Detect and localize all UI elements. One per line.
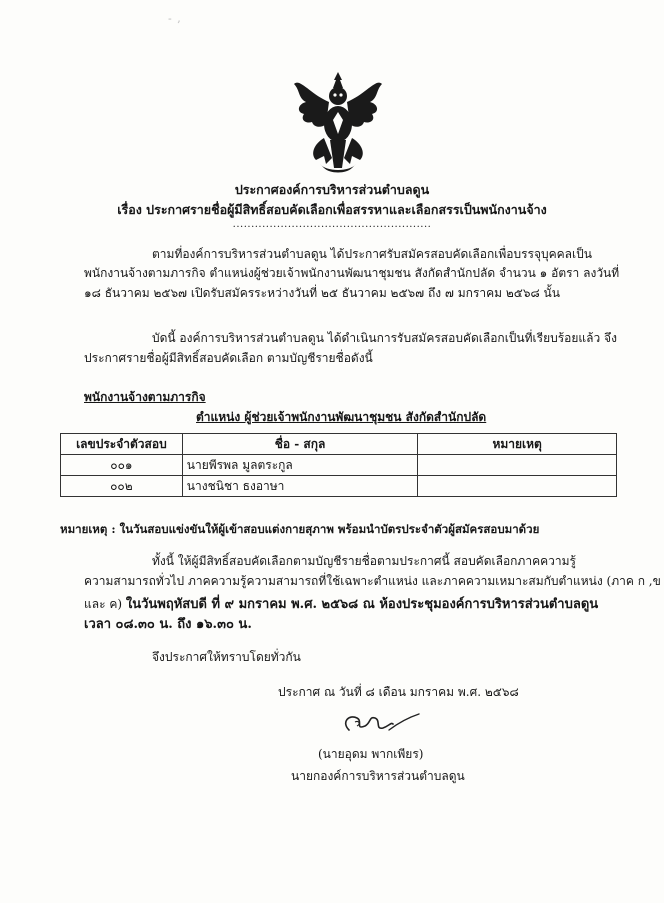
closing-line: จึงประกาศให้ทราบโดยทั่วกัน: [152, 650, 301, 664]
document-title: ประกาศองค์การบริหารส่วนตำบลดูน: [234, 182, 430, 197]
table-row: [61, 455, 617, 476]
name-cell: นางชนิชา ธงอาษา: [182, 476, 418, 497]
announce-date: ประกาศ ณ วันที่ ๘ เดือน มกราคม พ.ศ. ๒๕๖๘: [278, 685, 519, 699]
para2-line2: ประกาศรายชื่อผู้มีสิทธิ์สอบคัดเลือก ตามบัญชีรายชื่อดังนี้: [84, 351, 373, 365]
para3-line3-plain: และ ค): [84, 597, 126, 611]
table-row: [61, 476, 617, 497]
para1-line2: พนักงานจ้างตามภารกิจ ตำแหน่งผู้ช่วยเจ้าพนักงานพัฒนาชุมชน สังกัดสำนักปลัด จำนวน ๑ อัตรา ลงวันที่: [84, 266, 620, 280]
para2-line1: บัดนี้ องค์การบริหารส่วนตำบลดูน ได้ดำเนินการรับสมัครสอบคัดเลือกเป็นที่เรียบร้อยแล้ว จึง: [152, 331, 617, 345]
header-note: หมายเหตุ: [418, 434, 617, 455]
note-cell: [418, 455, 617, 476]
exam-date-bold: ในวันพฤหัสบดี ที่ ๙ มกราคม พ.ศ. ๒๕๖๘ ณ ห้องประชุมองค์การบริหารส่วนตำบลดูน: [125, 597, 599, 612]
exam-id-cell: ๐๐๒: [61, 476, 183, 497]
name-cell: นายพีรพล มูลตระกูล: [182, 455, 418, 476]
note-cell: [418, 476, 617, 497]
header-exam-id: เลขประจำตัวสอบ: [61, 434, 183, 455]
document-subject: เรื่อง ประกาศรายชื่อผู้มีสิทธิ์สอบคัดเลือกเพื่อสรรหาและเลือกสรรเป็นพนักงานจ้าง: [117, 202, 547, 217]
position-heading: ตำแหน่ง ผู้ช่วยเจ้าพนักงานพัฒนาชุมชน สังกัดสำนักปลัด: [196, 410, 487, 424]
exam-time-bold: เวลา ๐๘.๓๐ น. ถึง ๑๖.๓๐ น.: [84, 617, 252, 632]
corner-mark: - ,: [168, 12, 182, 25]
exam-id-cell: ๐๐๑: [61, 455, 183, 476]
para3-line1: ทั้งนี้ ให้ผู้มีสิทธิ์สอบคัดเลือกตามบัญชีรายชื่อตามประกาศนี้ สอบคัดเลือกภาคความรู้: [152, 554, 576, 568]
table-header-row: [61, 434, 617, 455]
para1-line1: ตามที่องค์การบริหารส่วนตำบลดูน ได้ประกาศรับสมัครสอบคัดเลือกเพื่อบรรจุบุคคลเป็น: [152, 247, 592, 261]
signer-position: นายกองค์การบริหารส่วนตำบลดูน: [291, 769, 465, 783]
garuda-emblem-icon: [290, 68, 386, 176]
candidate-table: [60, 433, 617, 497]
signer-name: (นายอุดม พากเพียร): [318, 747, 424, 761]
handwritten-signature-icon: [335, 708, 425, 742]
para3-line3: [84, 593, 598, 614]
title-separator: ......................................................: [232, 219, 432, 230]
para3-line2: ความสามารถทั่วไป ภาคความรู้ความสามารถที่ใช้เฉพาะตำแหน่ง และภาคความเหมาะสมกับตำแหน่ง (ภาค ก ,ข: [84, 574, 661, 588]
para1-line3: ๑๘ ธันวาคม ๒๕๖๗ เปิดรับสมัครระหว่างวันที่ ๒๕ ธันวาคม ๒๕๖๗ ถึง ๗ มกราคม ๒๕๖๘ นั้น: [84, 286, 560, 300]
header-name: ชื่อ - สกุล: [182, 434, 418, 455]
remark-note: หมายเหตุ : ในวันสอบแข่งขันให้ผู้เข้าสอบแต่งกายสุภาพ พร้อมนำบัตรประจำตัวผู้สมัครสอบมาด้วย: [60, 522, 540, 536]
section-heading: พนักงานจ้างตามภารกิจ: [84, 390, 206, 404]
